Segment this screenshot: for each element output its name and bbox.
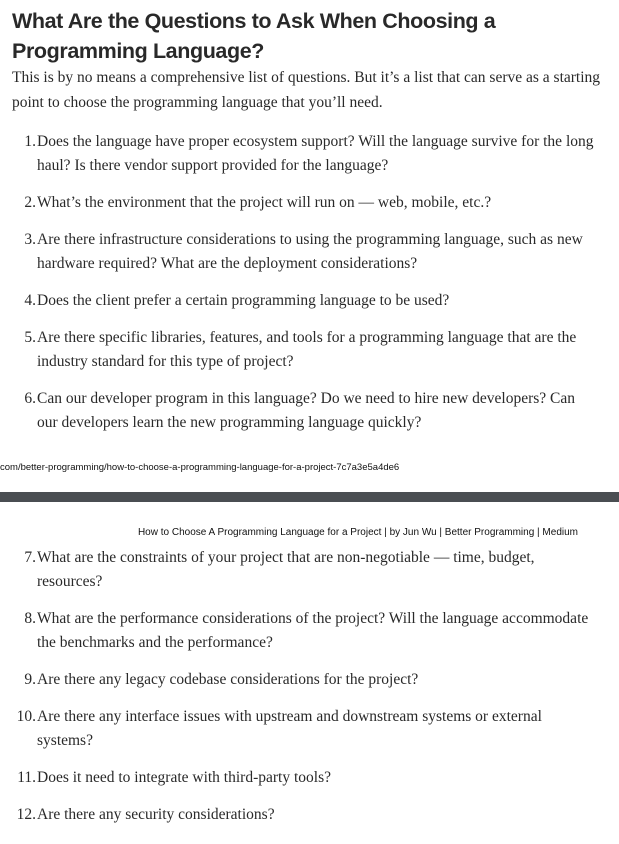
list-item xyxy=(0,546,619,594)
list-item xyxy=(0,705,619,753)
item-text: What are the constraints of your project that are non-negotiable — time, budget, resources? xyxy=(37,549,535,590)
list-item xyxy=(0,191,619,215)
item-number: 3. xyxy=(24,231,36,248)
item-number: 9. xyxy=(24,671,36,688)
item-number: 4. xyxy=(24,292,36,309)
item-text: Can our developer program in this language? Do we need to hire new developers? Can our developers learn the new programming language quickly? xyxy=(37,390,576,431)
item-number: 5. xyxy=(24,329,36,346)
page-break-band xyxy=(0,492,619,502)
list-item xyxy=(0,289,619,313)
item-text: What’s the environment that the project will run on — web, mobile, etc.? xyxy=(37,194,492,211)
list-item xyxy=(0,228,619,276)
item-number: 10. xyxy=(16,708,36,725)
item-text: Are there specific libraries, features, and tools for a programming language that are the industry standard for this type of project? xyxy=(37,329,577,370)
item-number: 7. xyxy=(24,549,36,566)
item-number: 11. xyxy=(17,769,36,786)
item-number: 1. xyxy=(24,133,36,150)
list-item xyxy=(0,326,619,374)
questions-list-part-2 xyxy=(0,546,619,840)
list-item xyxy=(0,668,619,692)
list-item xyxy=(0,130,619,178)
list-item xyxy=(0,766,619,790)
item-text: Are there any security considerations? xyxy=(37,806,275,823)
page-footer-url: com/better-programming/how-to-choose-a-programming-language-for-a-project-7c7a3e5a4de6 xyxy=(0,462,400,473)
item-number: 2. xyxy=(24,194,36,211)
questions-list-part-1 xyxy=(0,130,619,448)
item-text: Are there any legacy codebase considerations for the project? xyxy=(37,671,419,688)
item-number: 6. xyxy=(24,390,36,407)
item-text: Are there infrastructure considerations to using the programming language, such as new hardware required? What are the deployment considerations? xyxy=(37,231,583,272)
item-text: What are the performance considerations of the project? Will the language accommodate the benchmarks and the performance? xyxy=(37,610,589,651)
item-text: Does it need to integrate with third-party tools? xyxy=(37,769,331,786)
list-item xyxy=(0,387,619,435)
list-item xyxy=(0,803,619,827)
item-number: 12. xyxy=(16,806,36,823)
page-header-title: How to Choose A Programming Language for a Project | by Jun Wu | Better Programming | Medium xyxy=(137,527,578,538)
item-text: Are there any interface issues with upstream and downstream systems or external systems? xyxy=(37,708,542,749)
item-text: Does the client prefer a certain programming language to be used? xyxy=(37,292,450,309)
intro-paragraph: This is by no means a comprehensive list of questions. But it’s a list that can serve as a starting point to choose the programming language that you’ll need. xyxy=(12,69,601,111)
item-number: 8. xyxy=(24,610,36,627)
document-page-2 xyxy=(0,507,619,844)
item-text: Does the language have proper ecosystem support? Will the language survive for the long haul? Is there vendor support provided for the language? xyxy=(37,133,594,174)
list-item xyxy=(0,607,619,655)
section-heading: What Are the Questions to Ask When Choosing a Programming Language? xyxy=(12,9,496,63)
page-break-divider xyxy=(0,480,619,507)
